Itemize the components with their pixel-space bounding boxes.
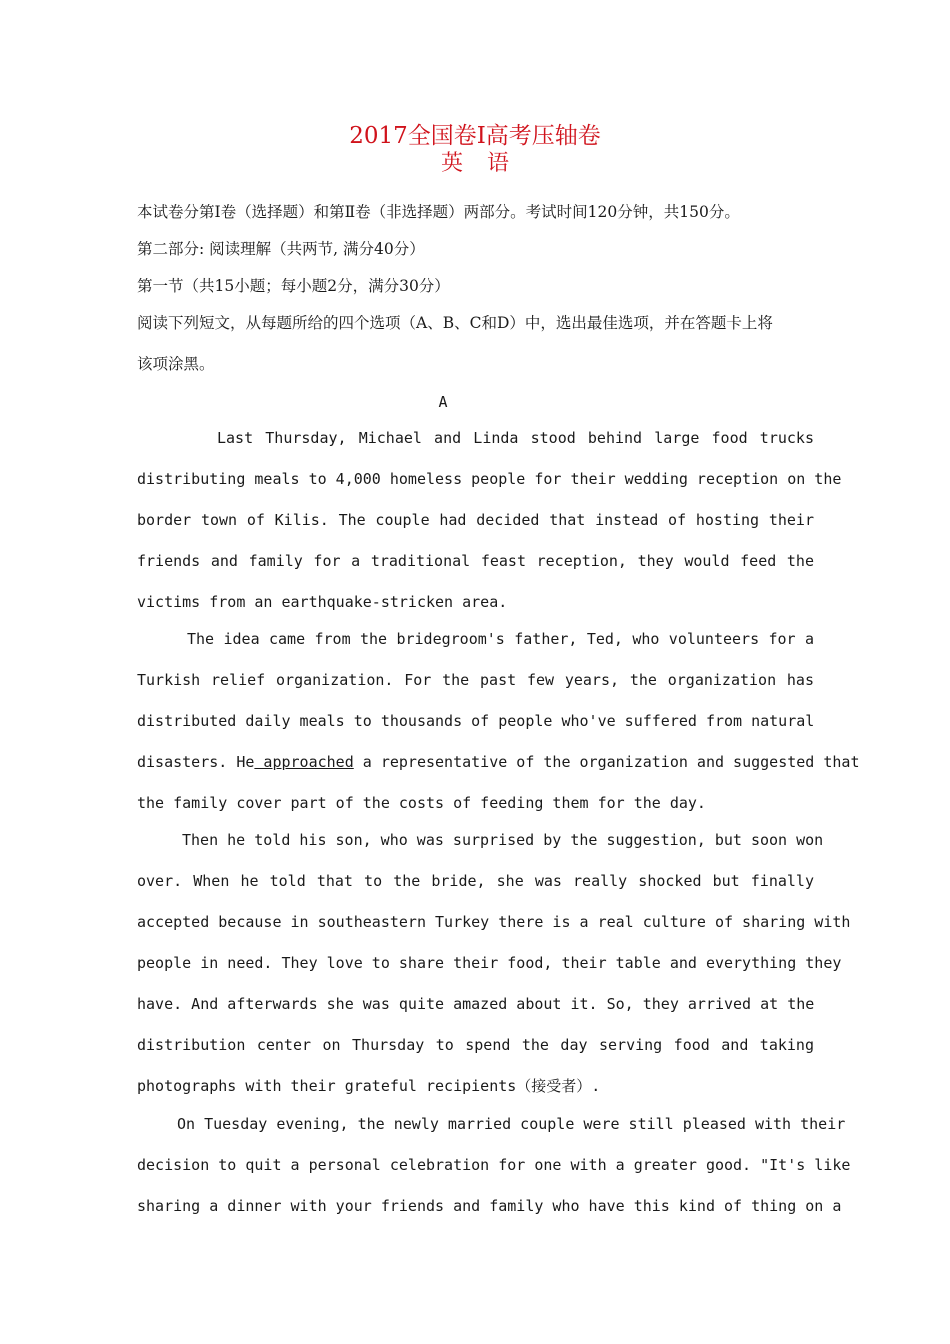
text-line: border town of Kilis. The couple had decided that instead of hosting their [137, 511, 814, 529]
text-line: have. And afterwards she was quite amazed about it. So, they arrived at the [137, 995, 815, 1013]
text-line: distributed daily meals to thousands of people who've suffered from natural [137, 712, 815, 730]
text-line: people in need. They love to share their food, their table and everything they [137, 954, 842, 972]
text-segment: disasters. He [137, 753, 255, 771]
text-line: the family cover part of the costs of feeding them for the day. [137, 794, 706, 812]
exam-subject: 英语 [440, 151, 533, 176]
intro-line: 第一节（共15小题；每小题2分，满分30分） [137, 277, 450, 295]
text-line: Then he told his son, who was surprised by the suggestion, but soon won [182, 831, 824, 849]
intro-line: 第二部分: 阅读理解（共两节, 满分40分） [137, 240, 425, 258]
text-line: photographs with their grateful recipients（接受者）. [137, 1077, 601, 1095]
text-line: Last Thursday, Michael and Linda stood behind large food trucks [217, 429, 814, 447]
text-line [137, 752, 860, 772]
exam-title: 2017全国卷Ⅰ高考压轴卷 [349, 123, 601, 149]
text-line: friends and family for a traditional feast reception, they would feed the [137, 552, 814, 570]
text-line: accepted because in southeastern Turkey there is a real culture of sharing with [137, 913, 851, 931]
intro-line: 阅读下列短文，从每题所给的四个选项（A、B、C和D）中，选出最佳选项，并在答题卡上将 [137, 314, 773, 332]
text-line: decision to quit a personal celebration for one with a greater good. "It's like [137, 1156, 851, 1174]
text-line: On Tuesday evening, the newly married couple were still pleased with their [177, 1115, 846, 1133]
text-line: The idea came from the bridegroom's father, Ted, who volunteers for a [187, 630, 814, 648]
text-line: victims from an earthquake-stricken area. [137, 593, 508, 611]
text-line: distribution center on Thursday to spend the day serving food and taking [137, 1036, 814, 1054]
text-line: over. When he told that to the bride, she was really shocked but finally [137, 872, 814, 890]
intro-line: 该项涂黑。 [137, 355, 215, 373]
text-line: Turkish relief organization. For the past few years, the organization has [137, 671, 814, 689]
text-line: distributing meals to 4,000 homeless people for their wedding reception on the [137, 470, 842, 488]
underlined-word: approached [254, 753, 354, 771]
passage-label: A [438, 393, 448, 411]
intro-line: 本试卷分第Ⅰ卷（选择题）和第Ⅱ卷（非选择题）两部分。考试时间120分钟，共150分。 [137, 203, 740, 221]
text-segment: a representative of the organization and suggested that [353, 753, 860, 771]
text-line: sharing a dinner with your friends and family who have this kind of thing on a [137, 1197, 842, 1215]
